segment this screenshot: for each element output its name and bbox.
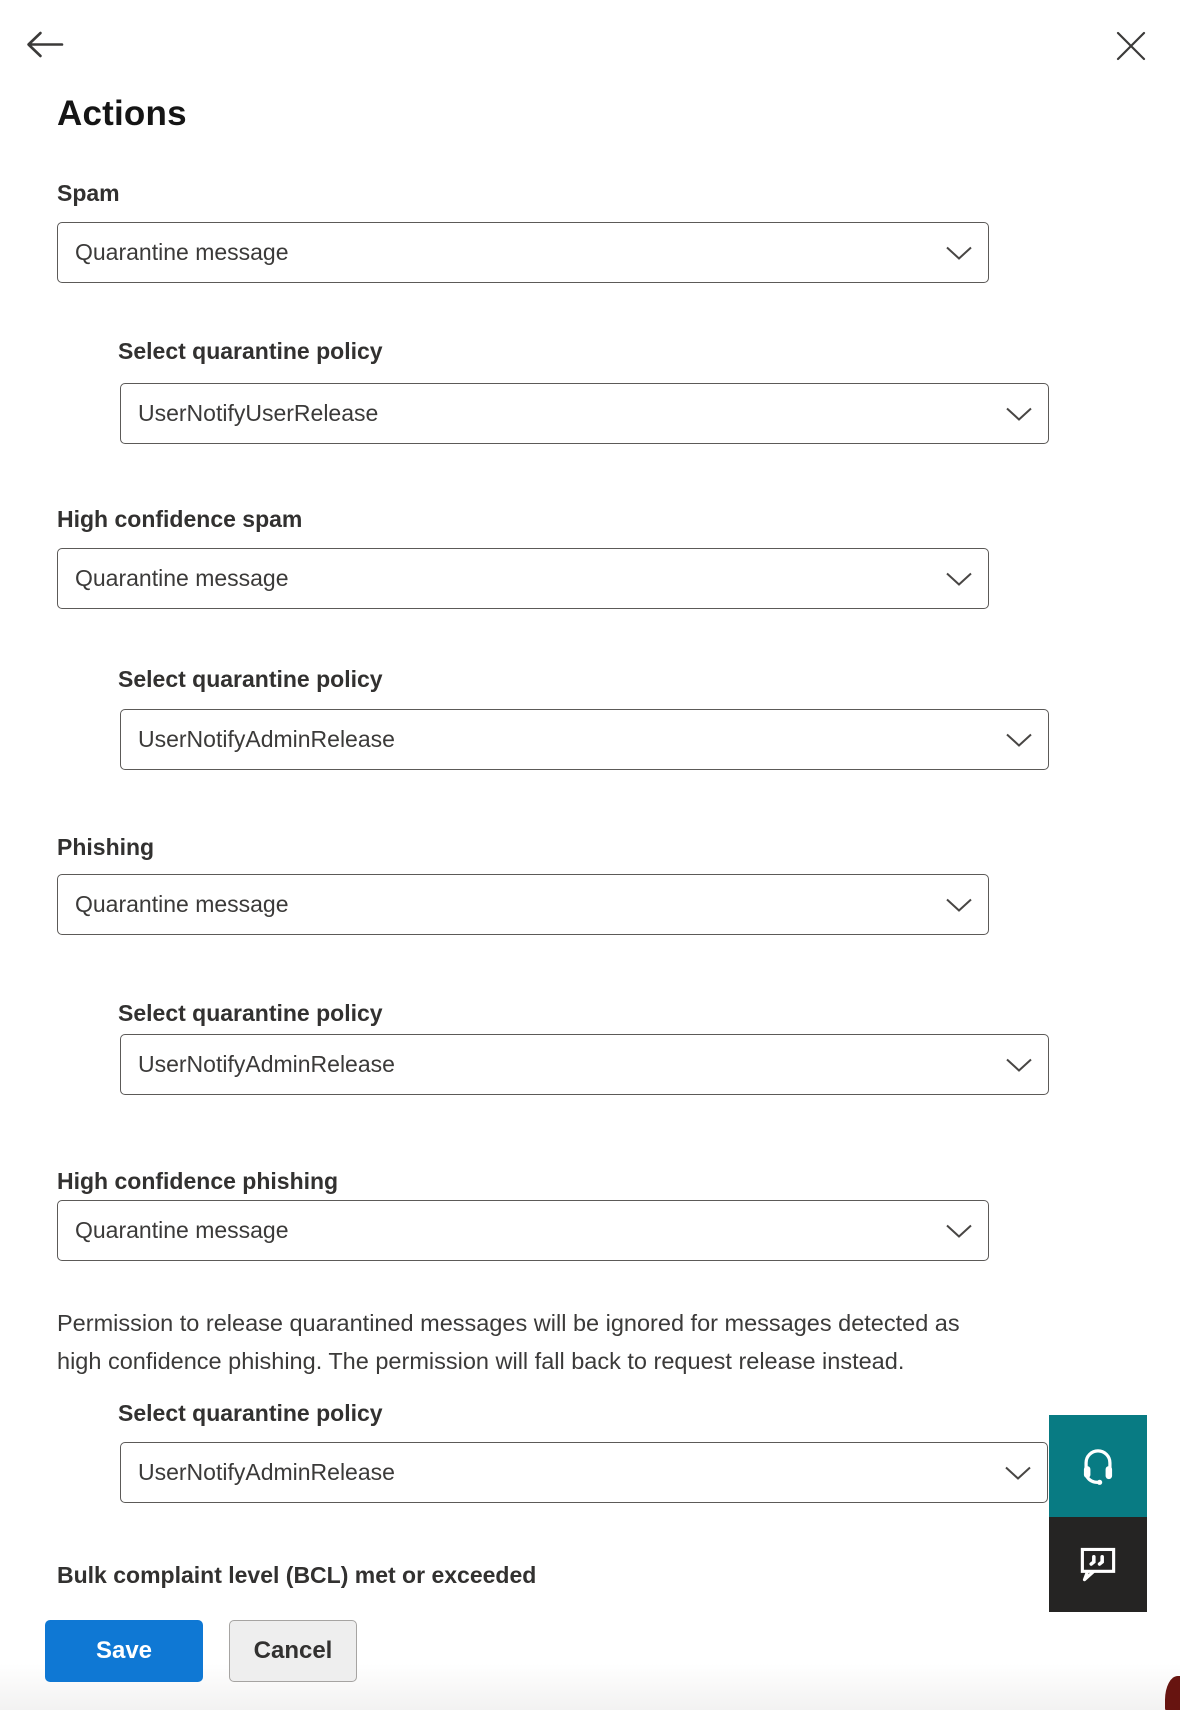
chevron-down-icon [1005,406,1033,421]
support-button[interactable] [1049,1415,1147,1517]
cancel-button[interactable]: Cancel [229,1620,357,1682]
spam-policy-value: UserNotifyUserRelease [138,400,379,426]
high-confidence-phishing-action-value: Quarantine message [75,1217,289,1243]
section-label-phishing: Phishing [57,834,155,860]
phishing-policy-dropdown[interactable] [120,1034,1049,1095]
spam-action-value: Quarantine message [75,239,289,265]
back-button[interactable] [22,26,66,66]
high-confidence-spam-policy-dropdown[interactable] [120,709,1049,770]
high-confidence-phishing-policy-value: UserNotifyAdminRelease [138,1459,395,1485]
chevron-down-icon [1004,1465,1032,1480]
chevron-down-icon [945,897,973,912]
chevron-down-icon [945,245,973,260]
spam-action-dropdown[interactable] [57,222,989,283]
phishing-policy-value: UserNotifyAdminRelease [138,1051,395,1077]
page-title: Actions [57,94,187,133]
spam-policy-dropdown[interactable] [120,383,1049,444]
section-label-spam: Spam [57,180,120,206]
phishing-action-dropdown[interactable] [57,874,989,935]
close-icon [1112,53,1150,68]
headset-icon [1072,1439,1124,1494]
phishing-policy-label: Select quarantine policy [118,1000,383,1026]
high-confidence-phishing-policy-dropdown[interactable] [120,1442,1048,1503]
high-confidence-phishing-action-dropdown[interactable] [57,1200,989,1261]
chevron-down-icon [1005,1057,1033,1072]
phishing-action-value: Quarantine message [75,891,289,917]
chevron-down-icon [945,1223,973,1238]
chat-bubble-icon [1073,1538,1123,1591]
save-button[interactable]: Save [45,1620,203,1682]
help-widget [1049,1415,1147,1612]
note-line-2: high confidence phishing. The permission will fall back to request release instead. [57,1348,905,1374]
note-line-1: Permission to release quarantined messages will be ignored for messages detected as [57,1310,960,1336]
high-confidence-spam-action-value: Quarantine message [75,565,289,591]
back-arrow-icon [22,54,66,69]
high-confidence-spam-policy-label: Select quarantine policy [118,666,383,692]
high-confidence-spam-action-dropdown[interactable] [57,548,989,609]
high-confidence-phishing-note [57,1304,1137,1380]
close-button[interactable] [1112,27,1150,65]
footer-bar [0,1594,1180,1710]
high-confidence-phishing-policy-label: Select quarantine policy [118,1400,383,1426]
chevron-down-icon [1005,732,1033,747]
section-label-high-confidence-spam: High confidence spam [57,506,303,532]
section-label-high-confidence-phishing: High confidence phishing [57,1168,339,1194]
section-label-bulk-complaint-level: Bulk complaint level (BCL) met or exceeded [57,1562,537,1588]
spam-policy-label: Select quarantine policy [118,338,383,364]
chevron-down-icon [945,571,973,586]
high-confidence-spam-policy-value: UserNotifyAdminRelease [138,726,395,752]
feedback-button[interactable] [1049,1517,1147,1612]
